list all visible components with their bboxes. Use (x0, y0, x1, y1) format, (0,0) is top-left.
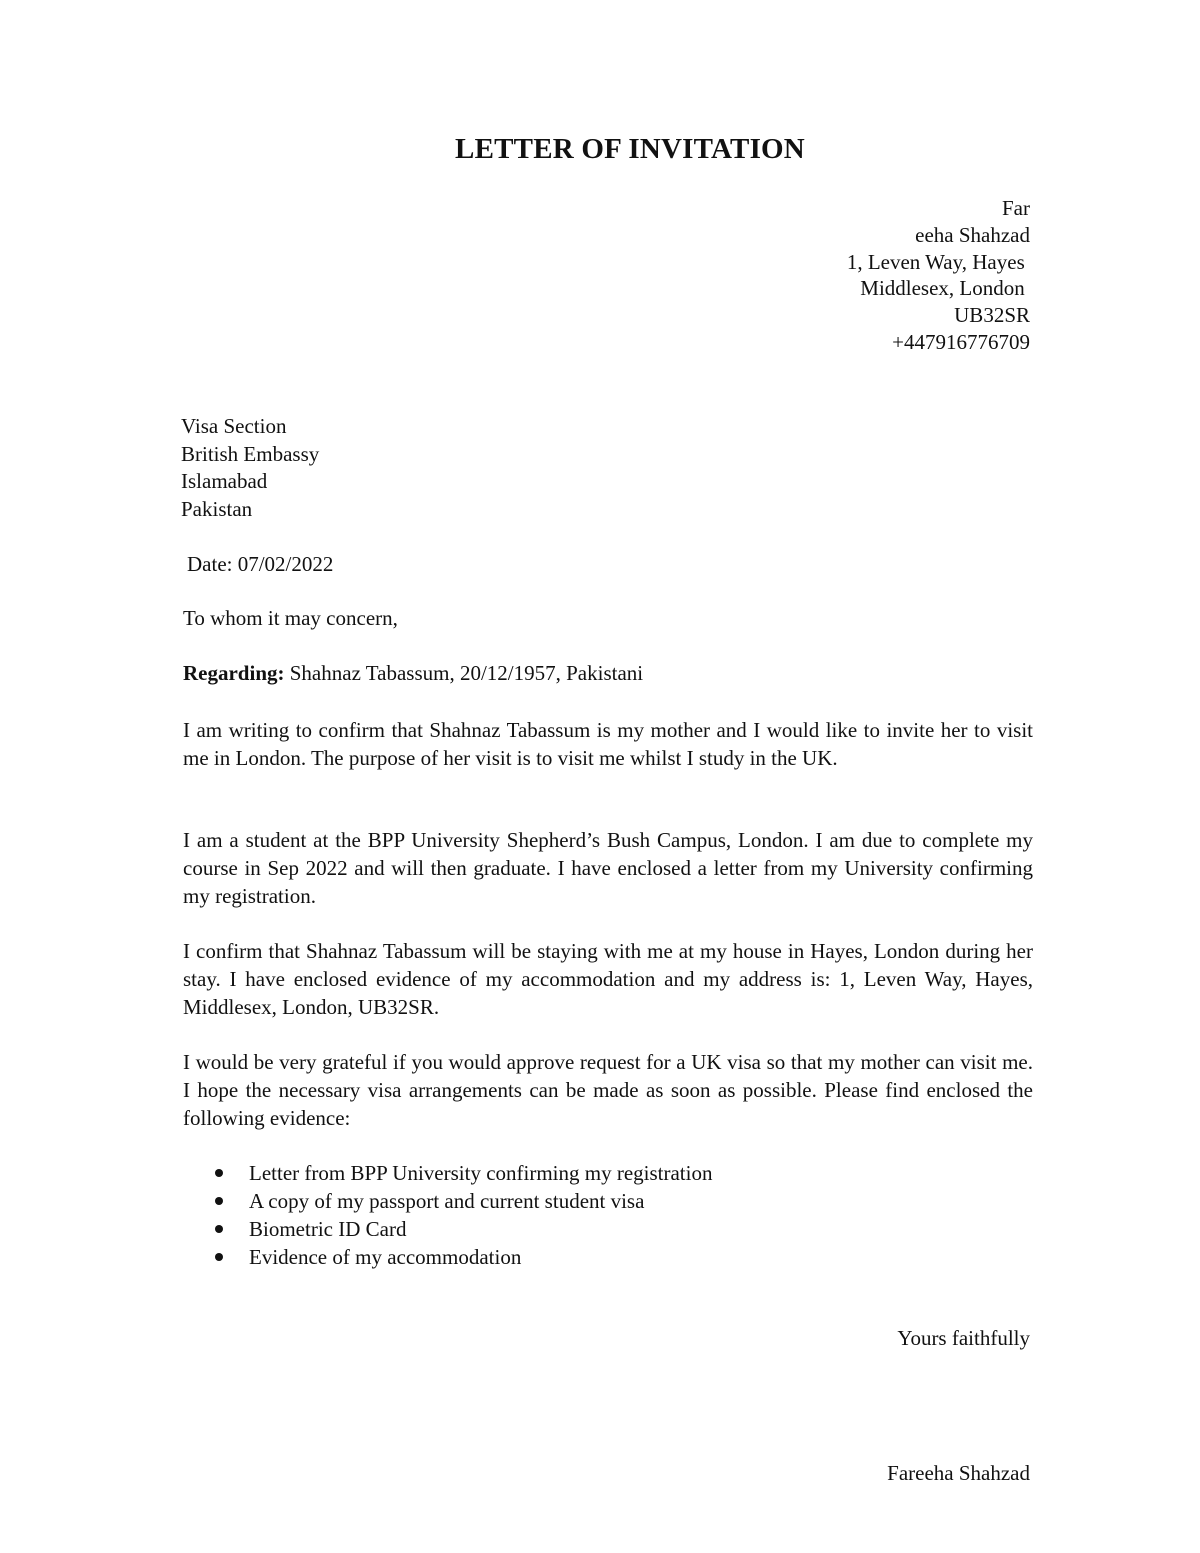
evidence-list (215, 1159, 712, 1271)
body-paragraph: I am a student at the BPP University Shepherd’s Bush Campus, London. I am due to complete my course in Sep 2022 and will then graduate. I have enclosed a letter from my University confirming my registration. (183, 828, 1033, 908)
list-item-text: Letter from BPP University confirming my registration (249, 1161, 713, 1185)
salutation: To whom it may concern, (183, 606, 398, 630)
signature-name: Fareeha Shahzad (887, 1461, 1030, 1485)
sender-phone: +447916776709 (892, 329, 1030, 354)
recipient-line: Islamabad (181, 469, 268, 493)
bullet-icon (215, 1253, 223, 1261)
regarding-text: Shahnaz Tabassum, 20/12/1957, Pakistani (284, 661, 644, 685)
letter-title: LETTER OF INVITATION (455, 133, 805, 165)
body-paragraph: I confirm that Shahnaz Tabassum will be staying with me at my house in Hayes, London during her stay. I have enclosed evidence of my accommodation and my address is: 1, Leven Way, Hayes, Middlesex, London, UB32SR. (183, 939, 1033, 1019)
list-item (215, 1215, 712, 1243)
regarding-label: Regarding: (183, 661, 285, 685)
letter-date: Date: 07/02/2022 (187, 552, 334, 576)
list-item (215, 1243, 712, 1271)
sender-line: 1, Leven Way, Hayes (846, 249, 1030, 274)
sender-line: Middlesex, London (860, 276, 1030, 301)
list-item-text: Evidence of my accommodation (249, 1245, 522, 1269)
sender-line: Far (1002, 196, 1030, 220)
recipient-line: British Embassy (181, 441, 320, 466)
recipient-line: Pakistan (181, 496, 253, 521)
list-item-text: A copy of my passport and current student visa (249, 1189, 645, 1213)
body-paragraph: I would be very grateful if you would approve request for a UK visa so that my mother can visit me. I hope the necessary visa arrangements can be made as soon as possible. Please find enclosed the following evidence: (183, 1050, 1033, 1130)
list-item-text: Biometric ID Card (249, 1217, 407, 1241)
recipient-line: Visa Section (181, 414, 287, 438)
closing: Yours faithfully (897, 1326, 1030, 1350)
bullet-icon (215, 1169, 223, 1177)
regarding-line (183, 661, 643, 686)
bullet-icon (215, 1197, 223, 1205)
list-item (215, 1187, 712, 1215)
body-paragraph: I am writing to confirm that Shahnaz Tabassum is my mother and I would like to invite her to visit me in London. The purpose of her visit is to visit me whilst I study in the UK. (183, 718, 1033, 770)
sender-line: eeha Shahzad (915, 222, 1030, 247)
list-item (215, 1159, 712, 1187)
sender-line: UB32SR (954, 303, 1030, 328)
sender-address-block (630, 195, 1030, 356)
bullet-icon (215, 1225, 223, 1233)
recipient-address-block (181, 413, 319, 523)
